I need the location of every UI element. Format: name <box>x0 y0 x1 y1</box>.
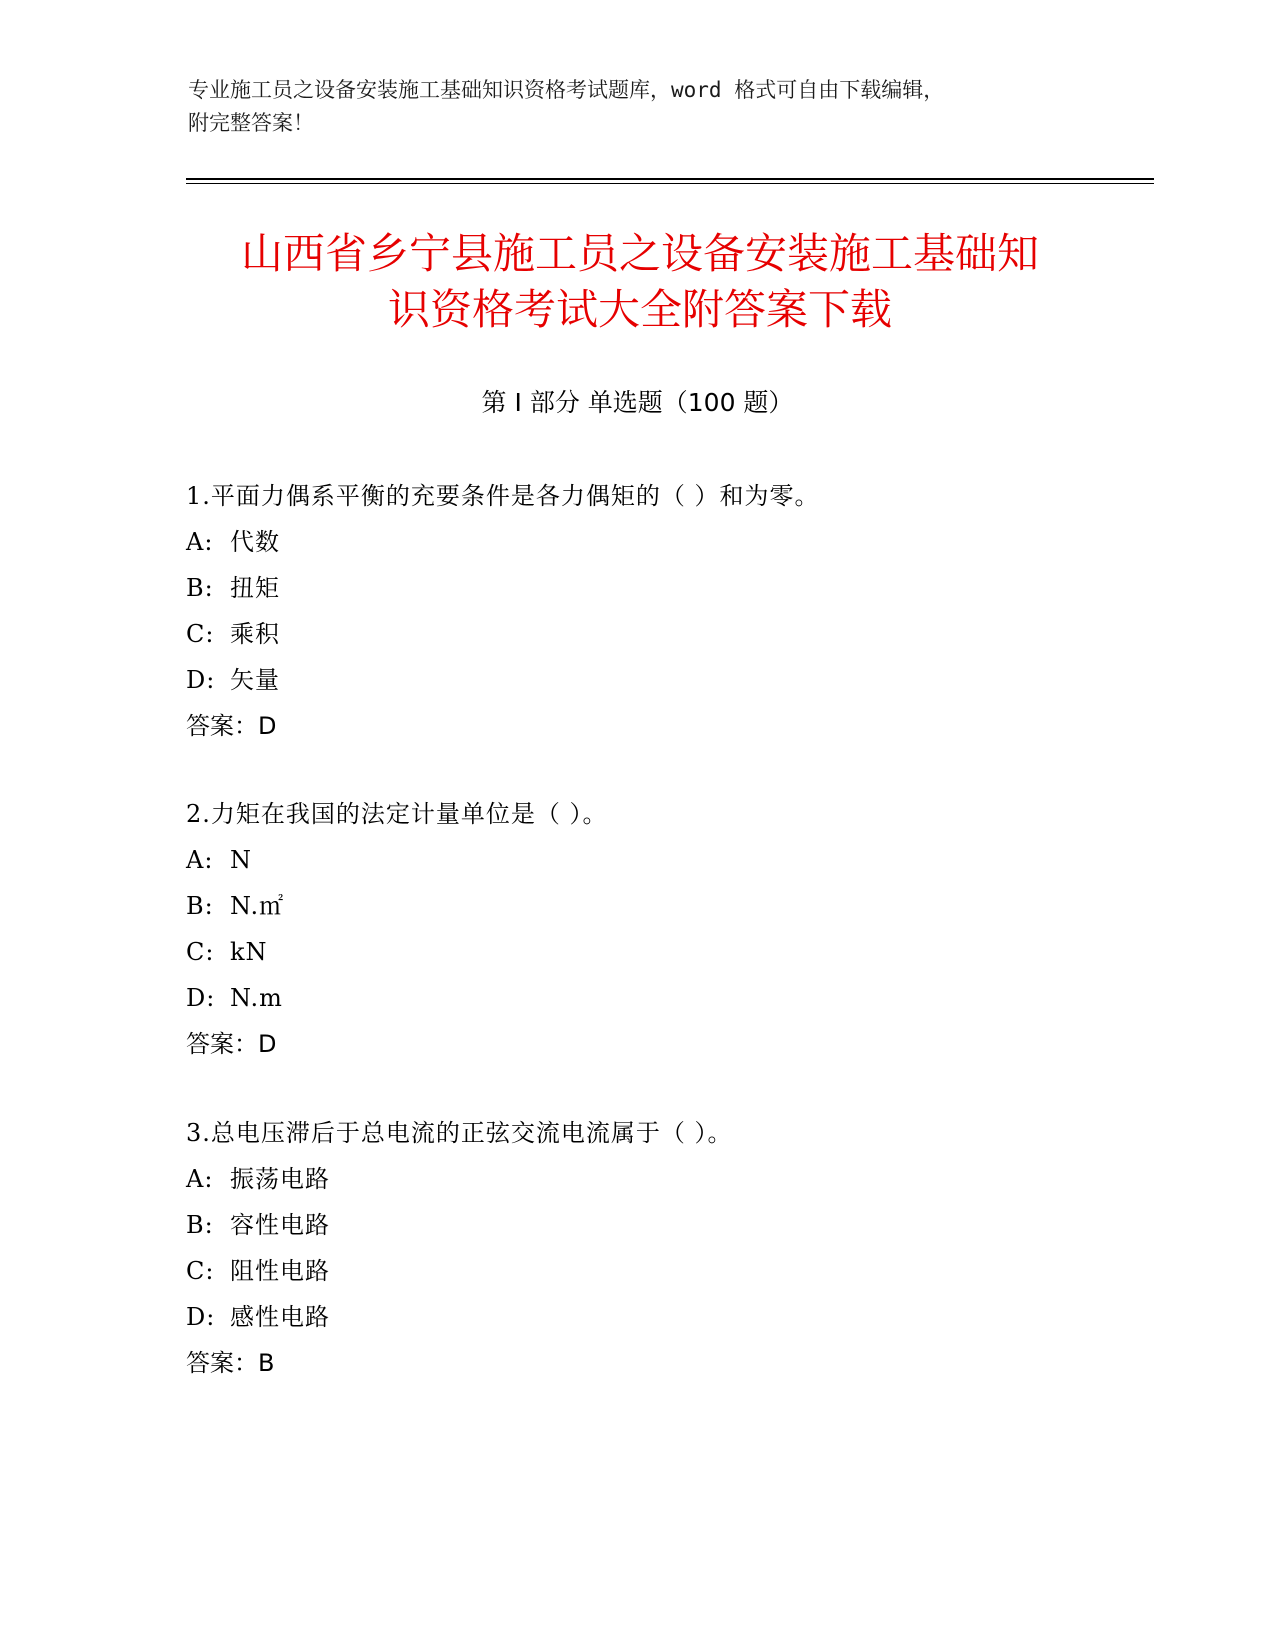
option-text: N.㎡ <box>230 892 285 920</box>
option-a <box>186 843 1146 889</box>
option-letter: D: <box>186 666 216 694</box>
header-note-line-1: 专业施工员之设备安装施工基础知识资格考试题库，word 格式可自由下载编辑， <box>188 78 945 102</box>
option-c <box>186 617 1146 663</box>
option-d <box>186 1300 1146 1346</box>
option-letter: C: <box>186 938 215 966</box>
option-d <box>186 663 1146 709</box>
option-letter: B: <box>186 892 214 920</box>
option-d <box>186 981 1146 1027</box>
option-text: 扭矩 <box>230 574 280 602</box>
document-title-line-2: 识资格考试大全附答案下载 <box>387 285 892 334</box>
header-note <box>188 74 1088 140</box>
option-letter: D: <box>186 1303 216 1331</box>
question-block <box>186 1116 1146 1392</box>
option-text: N.m <box>230 984 283 1012</box>
option-text: 感性电路 <box>230 1303 330 1331</box>
option-letter: A: <box>186 846 214 874</box>
option-letter: B: <box>186 1211 214 1239</box>
option-letter: C: <box>186 1257 215 1285</box>
header-divider-thin <box>186 183 1154 184</box>
option-letter: B: <box>186 574 214 602</box>
option-text: 阻性电路 <box>230 1257 330 1285</box>
option-a <box>186 525 1146 571</box>
option-text: kN <box>230 938 268 966</box>
question-stem: 3.总电压滞后于总电流的正弦交流电流属于（ ）。 <box>186 1119 733 1147</box>
answer-line: 答案：B <box>186 1349 275 1377</box>
option-text: 矢量 <box>230 666 280 694</box>
option-text: N <box>230 846 252 874</box>
option-b <box>186 1208 1146 1254</box>
option-b <box>186 889 1146 935</box>
option-text: 代数 <box>230 528 280 556</box>
option-a <box>186 1162 1146 1208</box>
answer-line: 答案：D <box>186 712 277 740</box>
option-text: 容性电路 <box>230 1211 330 1239</box>
option-letter: D: <box>186 984 216 1012</box>
question-stem: 2.力矩在我国的法定计量单位是（ ）。 <box>186 800 608 828</box>
header-divider-thick <box>186 178 1154 180</box>
option-letter: C: <box>186 620 215 648</box>
document-title-line-1: 山西省乡宁县施工员之设备安装施工基础知 <box>240 229 1039 278</box>
document-title <box>160 226 1120 338</box>
option-letter: A: <box>186 528 214 556</box>
option-letter: A: <box>186 1165 214 1193</box>
question-block <box>186 479 1146 755</box>
answer-line: 答案：D <box>186 1030 277 1058</box>
option-text: 振荡电路 <box>230 1165 330 1193</box>
header-note-line-2: 附完整答案！ <box>188 111 314 135</box>
section-heading: 第 I 部分 单选题（100 题） <box>481 388 794 417</box>
option-c <box>186 935 1146 981</box>
question-stem: 1.平面力偶系平衡的充要条件是各力偶矩的（ ）和为零。 <box>186 482 820 510</box>
question-block <box>186 797 1146 1073</box>
option-c <box>186 1254 1146 1300</box>
option-text: 乘积 <box>230 620 280 648</box>
option-b <box>186 571 1146 617</box>
